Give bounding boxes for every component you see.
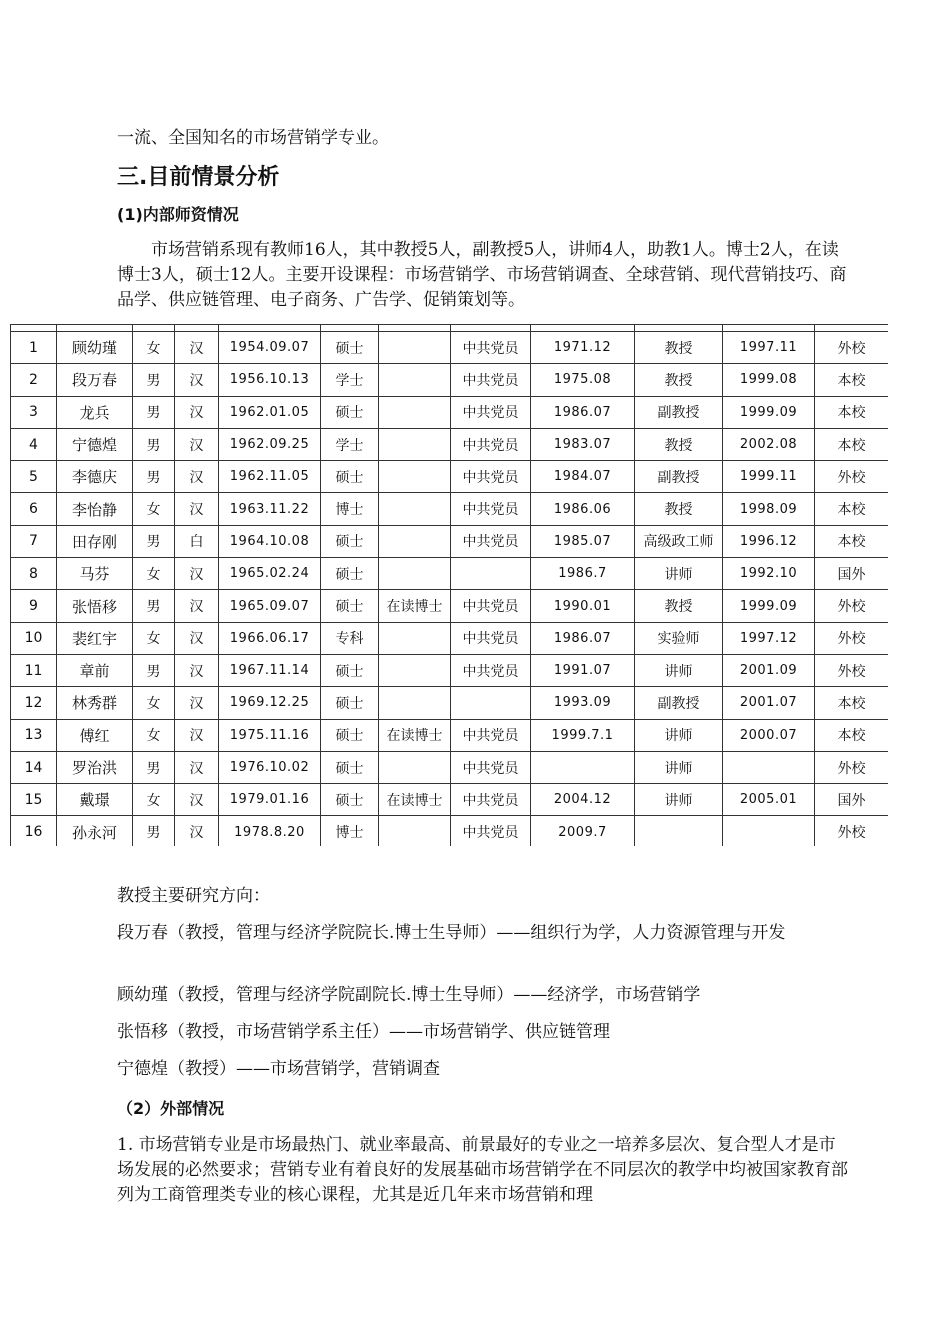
cell-party [451,558,531,590]
table-header-cut [11,325,889,332]
cell-birth-date: 1954.09.07 [219,332,321,364]
cell-title-date: 2001.09 [723,654,815,686]
cell-index: 15 [11,784,57,816]
cell-ethnicity: 汉 [175,364,219,396]
cell-index: 6 [11,493,57,525]
cell-index: 3 [11,396,57,428]
cell-birth-date: 1976.10.02 [219,751,321,783]
cell-index: 5 [11,461,57,493]
cell-gender: 女 [133,332,175,364]
cell-title-date: 2005.01 [723,784,815,816]
cell-birth-date: 1978.8.20 [219,816,321,846]
cell-ethnicity: 汉 [175,396,219,428]
cell-title-date [723,816,815,846]
table-row [11,816,889,846]
table-row [11,654,889,686]
cell-index: 1 [11,332,57,364]
cell-phd-status [379,525,451,557]
cell-title: 副教授 [635,396,723,428]
cell-degree: 硕士 [321,654,379,686]
cell-name: 李怡静 [57,493,133,525]
cell-party: 中共党员 [451,622,531,654]
cell-gender: 男 [133,428,175,460]
cell-index: 16 [11,816,57,846]
cell-source: 国外 [815,558,889,590]
cell-degree: 硕士 [321,461,379,493]
cell-work-start: 1991.07 [531,654,635,686]
table-row [11,332,889,364]
table-row [11,622,889,654]
cell-name: 龙兵 [57,396,133,428]
cell-title: 讲师 [635,784,723,816]
cell-index: 9 [11,590,57,622]
cell-party [451,687,531,719]
cell-work-start: 1986.07 [531,622,635,654]
cell-degree: 硕士 [321,396,379,428]
cell-work-start [531,751,635,783]
cell-phd-status [379,428,451,460]
cell-birth-date: 1962.11.05 [219,461,321,493]
cell-source: 本校 [815,396,889,428]
cell-work-start: 1999.7.1 [531,719,635,751]
cell-title-date: 1999.08 [723,364,815,396]
cell-party: 中共党员 [451,719,531,751]
cell-title: 讲师 [635,654,723,686]
cell-source: 外校 [815,751,889,783]
cell-degree: 硕士 [321,687,379,719]
cell-source: 外校 [815,332,889,364]
cell-ethnicity: 汉 [175,784,219,816]
cell-title-date: 1999.11 [723,461,815,493]
research-item: 宁德煌（教授）——市场营销学，营销调查 [117,1059,440,1079]
cell-name: 傅红 [57,719,133,751]
cell-title-date: 1999.09 [723,396,815,428]
cell-ethnicity: 汉 [175,654,219,686]
cell-title: 实验师 [635,622,723,654]
cell-phd-status: 在读博士 [379,784,451,816]
cell-degree: 硕士 [321,558,379,590]
cell-party: 中共党员 [451,525,531,557]
cell-phd-status [379,687,451,719]
cell-gender: 男 [133,364,175,396]
cell-party: 中共党员 [451,816,531,846]
cell-index: 12 [11,687,57,719]
cell-phd-status [379,493,451,525]
cell-phd-status [379,816,451,846]
cell-birth-date: 1969.12.25 [219,687,321,719]
cell-gender: 男 [133,590,175,622]
cell-phd-status [379,332,451,364]
cell-work-start: 1986.7 [531,558,635,590]
cell-birth-date: 1963.11.22 [219,493,321,525]
cell-ethnicity: 汉 [175,719,219,751]
cell-birth-date: 1962.01.05 [219,396,321,428]
cell-work-start: 1990.01 [531,590,635,622]
section-title: 三.目前情景分析 [117,165,280,190]
cell-gender: 女 [133,493,175,525]
cell-birth-date: 1979.01.16 [219,784,321,816]
cell-title-date: 1999.09 [723,590,815,622]
cell-title-date: 1998.09 [723,493,815,525]
cell-name: 李德庆 [57,461,133,493]
cell-gender: 男 [133,461,175,493]
cell-ethnicity: 汉 [175,493,219,525]
table-row [11,784,889,816]
cell-work-start: 1985.07 [531,525,635,557]
cell-degree: 硕士 [321,590,379,622]
cell-party: 中共党员 [451,493,531,525]
cell-title-date [723,751,815,783]
cell-title [635,816,723,846]
cell-source: 本校 [815,719,889,751]
cell-title-date: 1996.12 [723,525,815,557]
cell-work-start: 2004.12 [531,784,635,816]
cell-phd-status [379,396,451,428]
cell-party: 中共党员 [451,332,531,364]
cell-title: 副教授 [635,687,723,719]
cell-index: 13 [11,719,57,751]
cell-degree: 硕士 [321,751,379,783]
cell-ethnicity: 汉 [175,816,219,846]
cell-work-start: 1986.07 [531,396,635,428]
cell-phd-status [379,364,451,396]
cell-name: 马芬 [57,558,133,590]
cell-source: 本校 [815,525,889,557]
cell-title: 教授 [635,590,723,622]
cell-title: 讲师 [635,558,723,590]
cell-gender: 男 [133,751,175,783]
cell-birth-date: 1975.11.16 [219,719,321,751]
table-row [11,719,889,751]
cell-index: 4 [11,428,57,460]
cell-phd-status [379,622,451,654]
intro-line: 一流、全国知名的市场营销学专业。 [117,128,389,148]
cell-ethnicity: 汉 [175,687,219,719]
cell-title-date: 1997.11 [723,332,815,364]
cell-birth-date: 1967.11.14 [219,654,321,686]
cell-phd-status: 在读博士 [379,719,451,751]
cell-work-start: 1975.08 [531,364,635,396]
cell-phd-status: 在读博士 [379,590,451,622]
cell-ethnicity: 汉 [175,590,219,622]
cell-index: 2 [11,364,57,396]
external-paragraph: 1. 市场营销专业是市场最热门、就业率最高、前景最好的专业之一培养多层次、复合型人才是市场发展的必然要求；营销专业有着良好的发展基础市场营销学在不同层次的教学中均被国家教育部列为工商管理类专业的核心课程，尤其是近几年来市场营销和理 [117,1135,848,1205]
cell-degree: 硕士 [321,332,379,364]
cell-phd-status [379,461,451,493]
cell-name: 裴红宇 [57,622,133,654]
cell-title-date: 1997.12 [723,622,815,654]
cell-title: 教授 [635,428,723,460]
cell-degree: 专科 [321,622,379,654]
cell-gender: 男 [133,816,175,846]
cell-name: 宁德煌 [57,428,133,460]
cell-degree: 博士 [321,493,379,525]
cell-title: 高级政工师 [635,525,723,557]
cell-index: 11 [11,654,57,686]
cell-party: 中共党员 [451,590,531,622]
cell-degree: 学士 [321,428,379,460]
cell-gender: 女 [133,687,175,719]
faculty-table [10,324,888,846]
cell-index: 7 [11,525,57,557]
cell-name: 田存刚 [57,525,133,557]
cell-source: 本校 [815,428,889,460]
cell-title: 教授 [635,493,723,525]
cell-source: 外校 [815,654,889,686]
cell-title-date: 2002.08 [723,428,815,460]
cell-birth-date: 1964.10.08 [219,525,321,557]
cell-work-start: 1986.06 [531,493,635,525]
cell-ethnicity: 汉 [175,558,219,590]
table-row [11,590,889,622]
cell-birth-date: 1956.10.13 [219,364,321,396]
cell-name: 顾幼瑾 [57,332,133,364]
cell-gender: 男 [133,654,175,686]
research-item: 段万春（教授，管理与经济学院院长.博士生导师）——组织行为学，人力资源管理与开发 [117,923,786,943]
cell-title: 教授 [635,364,723,396]
cell-work-start: 2009.7 [531,816,635,846]
cell-party: 中共党员 [451,654,531,686]
cell-ethnicity: 白 [175,525,219,557]
table-row [11,364,889,396]
cell-name: 林秀群 [57,687,133,719]
cell-work-start: 1983.07 [531,428,635,460]
cell-source: 外校 [815,461,889,493]
cell-name: 孙永河 [57,816,133,846]
cell-title: 讲师 [635,751,723,783]
cell-degree: 硕士 [321,784,379,816]
cell-gender: 女 [133,558,175,590]
cell-phd-status [379,558,451,590]
cell-phd-status [379,654,451,686]
cell-ethnicity: 汉 [175,428,219,460]
cell-work-start: 1993.09 [531,687,635,719]
cell-name: 章前 [57,654,133,686]
cell-source: 本校 [815,493,889,525]
cell-ethnicity: 汉 [175,332,219,364]
cell-party: 中共党员 [451,396,531,428]
cell-source: 本校 [815,687,889,719]
cell-party: 中共党员 [451,751,531,783]
cell-degree: 硕士 [321,719,379,751]
cell-title-date: 2001.07 [723,687,815,719]
cell-work-start: 1971.12 [531,332,635,364]
cell-degree: 硕士 [321,525,379,557]
cell-party: 中共党员 [451,428,531,460]
internal-faculty-paragraph: 市场营销系现有教师16人，其中教授5人，副教授5人，讲师4人，助教1人。博士2人，在读博士3人，硕士12人。主要开设课程：市场营销学、市场营销调查、全球营销、现代营销技巧、商品学、供应链管理、电子商务、广告学、促销策划等。 [117,240,847,310]
cell-name: 罗治洪 [57,751,133,783]
table-row [11,396,889,428]
research-heading: 教授主要研究方向： [117,886,270,906]
cell-degree: 博士 [321,816,379,846]
cell-gender: 女 [133,784,175,816]
cell-ethnicity: 汉 [175,461,219,493]
cell-title: 副教授 [635,461,723,493]
cell-work-start: 1984.07 [531,461,635,493]
cell-ethnicity: 汉 [175,622,219,654]
cell-gender: 女 [133,622,175,654]
cell-title: 教授 [635,332,723,364]
table-row [11,525,889,557]
table-row [11,687,889,719]
research-item: 张悟移（教授，市场营销学系主任）——市场营销学、供应链管理 [117,1022,610,1042]
cell-name: 张悟移 [57,590,133,622]
table-row [11,428,889,460]
subsection-title-internal: (1)内部师资情况 [117,205,239,224]
cell-party: 中共党员 [451,784,531,816]
cell-source: 本校 [815,364,889,396]
cell-source: 外校 [815,816,889,846]
cell-gender: 男 [133,525,175,557]
cell-title: 讲师 [635,719,723,751]
cell-birth-date: 1965.02.24 [219,558,321,590]
cell-index: 10 [11,622,57,654]
subsection-title-external: （2）外部情况 [117,1099,225,1118]
cell-gender: 女 [133,719,175,751]
research-item: 顾幼瑾（教授，管理与经济学院副院长.博士生导师）——经济学，市场营销学 [117,985,701,1005]
cell-name: 戴璟 [57,784,133,816]
cell-birth-date: 1965.09.07 [219,590,321,622]
cell-title-date: 1992.10 [723,558,815,590]
cell-birth-date: 1966.06.17 [219,622,321,654]
cell-phd-status [379,751,451,783]
cell-name: 段万春 [57,364,133,396]
table-row [11,493,889,525]
cell-source: 国外 [815,784,889,816]
faculty-table-container [10,324,888,846]
cell-party: 中共党员 [451,461,531,493]
table-row [11,558,889,590]
cell-title-date: 2000.07 [723,719,815,751]
cell-degree: 学士 [321,364,379,396]
cell-gender: 男 [133,396,175,428]
table-row [11,751,889,783]
cell-index: 8 [11,558,57,590]
cell-index: 14 [11,751,57,783]
cell-ethnicity: 汉 [175,751,219,783]
cell-party: 中共党员 [451,364,531,396]
cell-birth-date: 1962.09.25 [219,428,321,460]
table-row [11,461,889,493]
cell-source: 外校 [815,590,889,622]
cell-source: 外校 [815,622,889,654]
